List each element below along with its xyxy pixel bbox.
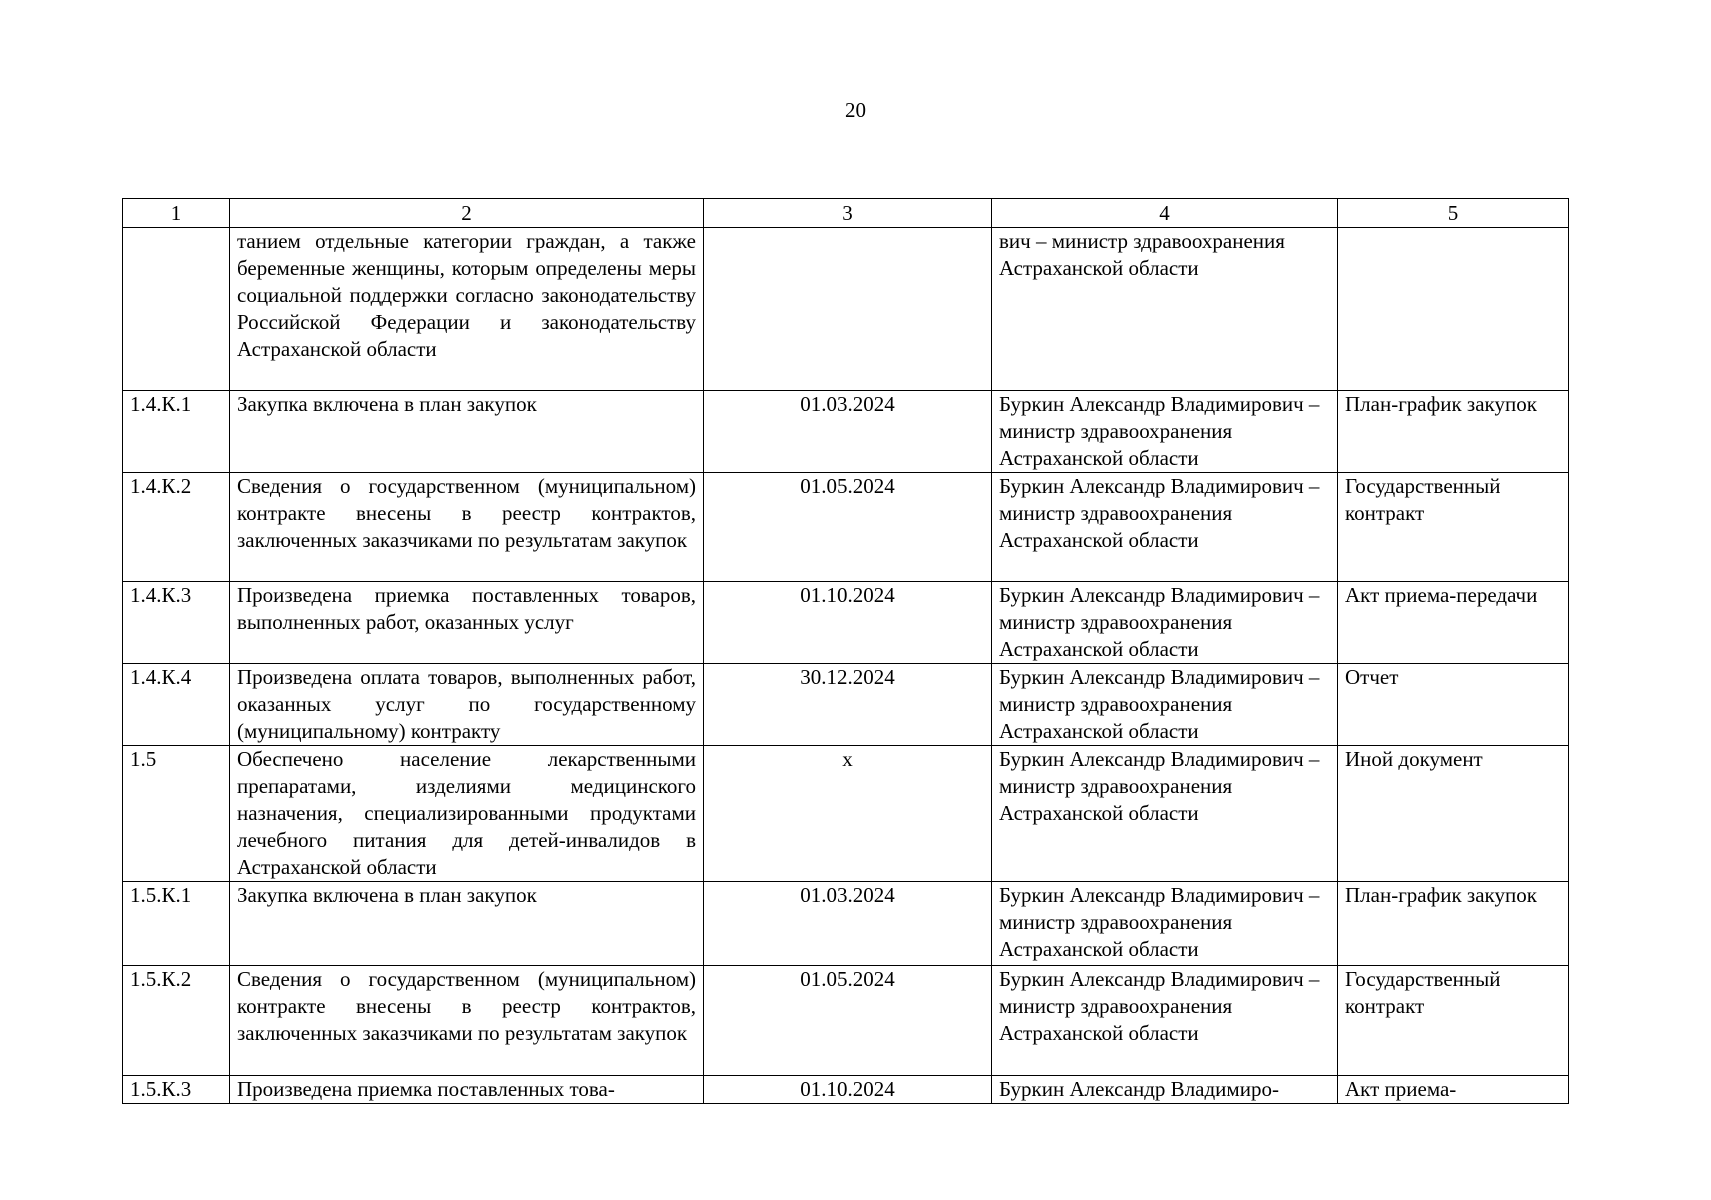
row-number: 1.5.К.1 xyxy=(123,882,230,966)
row-document: Акт приема- xyxy=(1338,1076,1569,1104)
row-date: х xyxy=(704,746,992,882)
row-responsible: Буркин Александр Владимирович – министр здравоохранения Астраханской области xyxy=(992,473,1338,582)
row-number: 1.4.К.2 xyxy=(123,473,230,582)
row-number: 1.4.К.1 xyxy=(123,391,230,473)
row-description: Закупка включена в план закупок xyxy=(230,391,704,473)
row-date: 01.10.2024 xyxy=(704,582,992,664)
plan-table xyxy=(122,198,1569,1104)
row-responsible: Буркин Александр Владимирович – министр здравоохранения Астраханской области xyxy=(992,664,1338,746)
row-number: 1.4.К.3 xyxy=(123,582,230,664)
row-document xyxy=(1338,228,1569,391)
row-date: 30.12.2024 xyxy=(704,664,992,746)
row-description: Произведена приемка поставленных товаров, выполненных работ, оказанных услуг xyxy=(230,582,704,664)
table-row xyxy=(123,1076,1569,1104)
row-description: Закупка включена в план закупок xyxy=(230,882,704,966)
column-number-row xyxy=(123,199,1569,228)
row-description: Произведена приемка поставленных това- xyxy=(230,1076,704,1104)
column-header-3: 3 xyxy=(704,199,992,228)
row-number: 1.5.К.2 xyxy=(123,966,230,1076)
row-description: Сведения о государственном (муниципальном) контракте внесены в реестр контрактов, заключенных заказчиками по результатам закупок xyxy=(230,473,704,582)
row-number: 1.5.К.3 xyxy=(123,1076,230,1104)
table-row xyxy=(123,746,1569,882)
row-date: 01.03.2024 xyxy=(704,391,992,473)
row-description: танием отдельные категории граждан, а также беременные женщины, которым определены меры социальной поддержки согласно законодательству Российской Федерации и законодательству Астраханской области xyxy=(230,228,704,391)
row-number: 1.5 xyxy=(123,746,230,882)
row-document: План-график закупок xyxy=(1338,882,1569,966)
row-date xyxy=(704,228,992,391)
page-number: 20 xyxy=(845,98,866,122)
table-row xyxy=(123,966,1569,1076)
row-responsible: Буркин Александр Владимирович – министр здравоохранения Астраханской области xyxy=(992,391,1338,473)
row-document: Отчет xyxy=(1338,664,1569,746)
table-row xyxy=(123,882,1569,966)
row-description: Обеспечено население лекарственными препаратами, изделиями медицинского назначения, специализированными продуктами лечебного питания для детей-инвалидов в Астраханской области xyxy=(230,746,704,882)
row-number: 1.4.К.4 xyxy=(123,664,230,746)
row-document: Акт приема-передачи xyxy=(1338,582,1569,664)
row-date: 01.05.2024 xyxy=(704,966,992,1076)
row-responsible: Буркин Александр Владимирович – министр здравоохранения Астраханской области xyxy=(992,882,1338,966)
row-description: Сведения о государственном (муниципальном) контракте внесены в реестр контрактов, заключенных заказчиками по результатам закупок xyxy=(230,966,704,1076)
row-responsible: Буркин Александр Владимирович – министр здравоохранения Астраханской области xyxy=(992,746,1338,882)
table-row xyxy=(123,582,1569,664)
row-document: Иной документ xyxy=(1338,746,1569,882)
row-responsible: Буркин Александр Владимирович – министр здравоохранения Астраханской области xyxy=(992,966,1338,1076)
row-number xyxy=(123,228,230,391)
column-header-2: 2 xyxy=(230,199,704,228)
table-row xyxy=(123,228,1569,391)
table-row xyxy=(123,473,1569,582)
row-date: 01.05.2024 xyxy=(704,473,992,582)
column-header-4: 4 xyxy=(992,199,1338,228)
row-document: План-график закупок xyxy=(1338,391,1569,473)
table-row xyxy=(123,391,1569,473)
row-responsible: Буркин Александр Владимирович – министр здравоохранения Астраханской области xyxy=(992,582,1338,664)
table-row xyxy=(123,664,1569,746)
row-document: Государственный контракт xyxy=(1338,966,1569,1076)
column-header-5: 5 xyxy=(1338,199,1569,228)
row-date: 01.10.2024 xyxy=(704,1076,992,1104)
row-document: Государственный контракт xyxy=(1338,473,1569,582)
row-date: 01.03.2024 xyxy=(704,882,992,966)
row-responsible: вич – министр здравоохранения Астраханской области xyxy=(992,228,1338,391)
row-responsible: Буркин Александр Владимиро- xyxy=(992,1076,1338,1104)
row-description: Произведена оплата товаров, выполненных работ, оказанных услуг по государственному (муниципальному) контракту xyxy=(230,664,704,746)
column-header-1: 1 xyxy=(123,199,230,228)
